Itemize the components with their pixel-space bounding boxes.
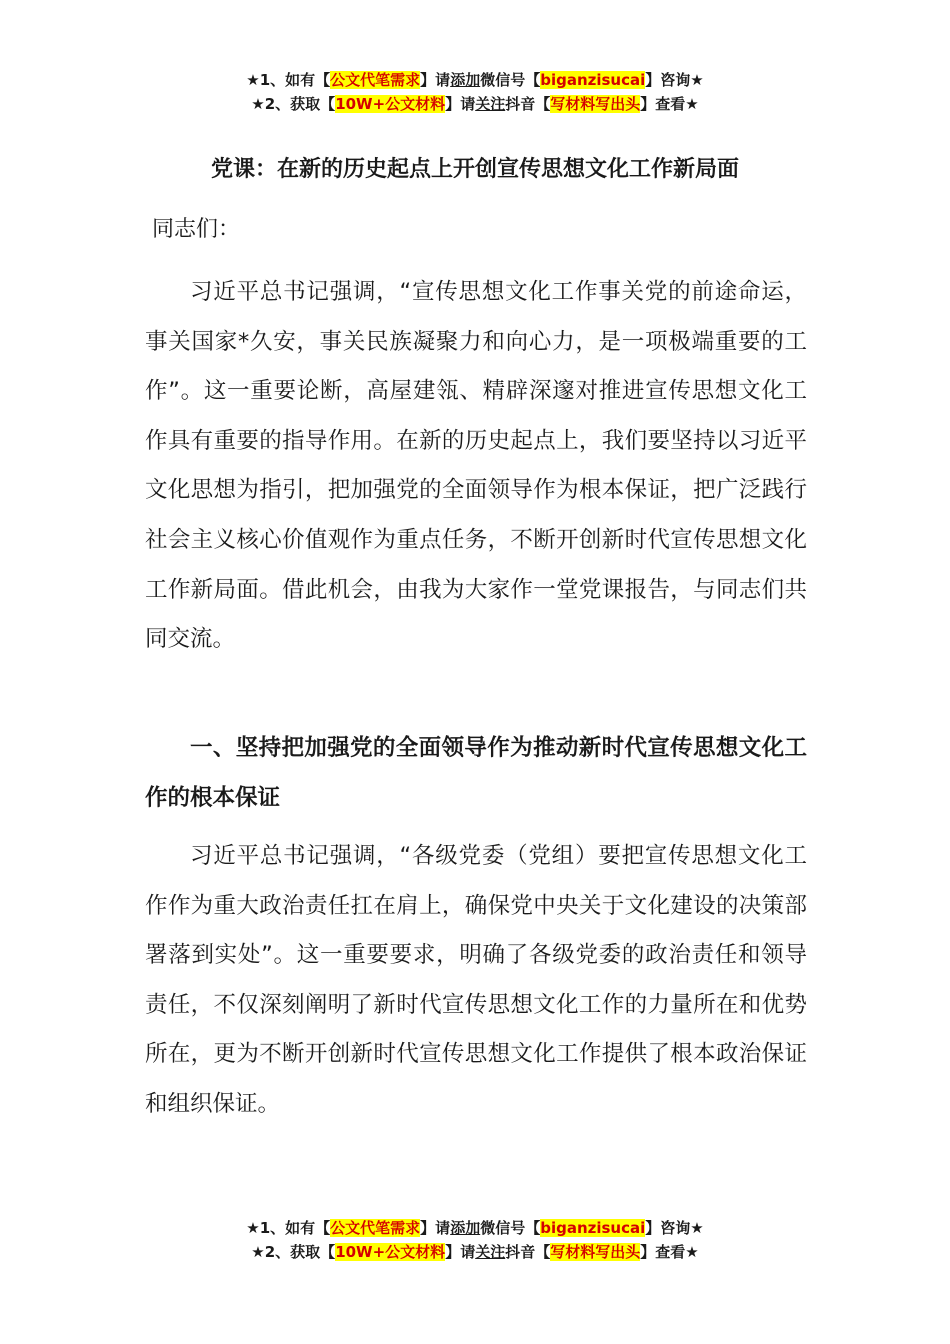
banner-line-2 (0, 1240, 950, 1264)
banner-text: 】咨询★ (645, 71, 704, 89)
banner-line-1 (0, 1216, 950, 1240)
banner-text: 微信号【 (480, 71, 541, 89)
body-paragraph-2 (145, 832, 807, 1130)
salutation: 同志们： (152, 217, 241, 242)
underlined-text: 添加 (450, 71, 481, 89)
highlight-text: 公文代笔需求 (330, 71, 421, 89)
douyin-account: 写材料写出头 (550, 1243, 641, 1261)
wechat-id: biganzisucai (540, 1219, 646, 1237)
underlined-text: 关注 (475, 1243, 506, 1261)
highlight-text: 10W+公文材料 (335, 1243, 446, 1261)
highlight-text: 10W+公文材料 (335, 95, 446, 113)
header-banner (0, 68, 950, 116)
banner-line-1 (0, 68, 950, 92)
banner-text: 】请 (420, 71, 451, 89)
wechat-id: biganzisucai (540, 71, 646, 89)
banner-text: 】请 (445, 95, 476, 113)
banner-text: ★2、获取【 (251, 95, 336, 113)
banner-text: 】查看★ (640, 1243, 699, 1261)
highlight-text: 公文代笔需求 (330, 1219, 421, 1237)
banner-text: 微信号【 (480, 1219, 541, 1237)
banner-text: 抖音【 (505, 95, 551, 113)
banner-text: ★1、如有【 (246, 1219, 331, 1237)
banner-text: ★1、如有【 (246, 71, 331, 89)
underlined-text: 关注 (475, 95, 506, 113)
banner-text: 】请 (445, 1243, 476, 1261)
paragraph-text: 习近平总书记强调，“各级党委（党组）要把宣传思想文化工作作为重大政治责任扛在肩上，确保党中央关于文化建设的决策部署落到实处”。这一重要要求，明确了各级党委的政治责任和领导责任，不仅深刻阐明了新时代宣传思想文化工作的力量所在和优势所在，更为不断开创新时代宣传思想文化工作提供了根本政治保证和组织保证。 (145, 843, 807, 1117)
banner-line-2 (0, 92, 950, 116)
section-heading-1 (145, 724, 807, 823)
heading-text: 一、坚持把加强党的全面领导作为推动新时代宣传思想文化工作的根本保证 (145, 735, 807, 811)
paragraph-text: 习近平总书记强调，“宣传思想文化工作事关党的前途命运，事关国家*久安，事关民族凝聚力和向心力，是一项极端重要的工作”。这一重要论断，高屋建瓴、精辟深邃对推进宣传思想文化工作具有重要的指导作用。在新的历史起点上，我们要坚持以习近平文化思想为指引，把加强党的全面领导作为根本保证，把广泛践行社会主义核心价值观作为重点任务，不断开创新时代宣传思想文化工作新局面。借此机会，由我为大家作一堂党课报告，与同志们共同交流。 (145, 279, 807, 653)
banner-text: 】咨询★ (645, 1219, 704, 1237)
footer-banner (0, 1216, 950, 1264)
douyin-account: 写材料写出头 (550, 95, 641, 113)
banner-text: ★2、获取【 (251, 1243, 336, 1261)
banner-text: 】请 (420, 1219, 451, 1237)
document-title: 党课：在新的历史起点上开创宣传思想文化工作新局面 (210, 157, 739, 182)
banner-text: 】查看★ (640, 95, 699, 113)
body-paragraph-1 (145, 268, 807, 665)
banner-text: 抖音【 (505, 1243, 551, 1261)
underlined-text: 添加 (450, 1219, 481, 1237)
